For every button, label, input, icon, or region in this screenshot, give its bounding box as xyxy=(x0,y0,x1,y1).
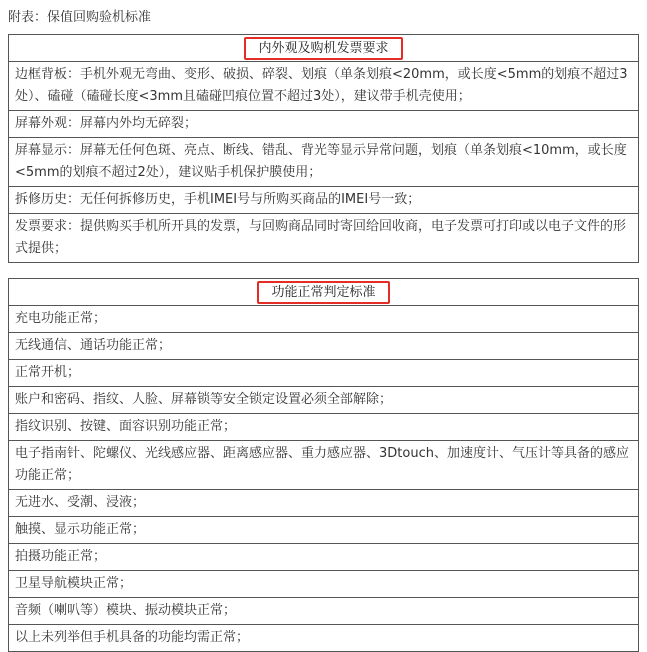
table-header-row xyxy=(9,279,639,306)
table-row xyxy=(9,333,639,360)
screen-display-requirement: 屏幕显示：屏幕无任何色斑、亮点、断线、错乱、背光等显示异常问题，划痕（单条划痕<10mm，或长度<5mm的划痕不超过2处），建议贴手机保护膜使用； xyxy=(9,138,639,187)
water-damage-criterion: 无进水、受潮、浸液； xyxy=(9,490,639,517)
table-row xyxy=(9,544,639,571)
table-row xyxy=(9,490,639,517)
table-row xyxy=(9,387,639,414)
appearance-invoice-table xyxy=(8,34,639,263)
power-on-criterion: 正常开机； xyxy=(9,360,639,387)
security-lock-criterion: 账户和密码、指纹、人脸、屏幕锁等安全锁定设置必须全部解除； xyxy=(9,387,639,414)
table-header-cell xyxy=(9,35,639,62)
fingerprint-button-face-criterion: 指纹识别、按键、面容识别功能正常； xyxy=(9,414,639,441)
table-row xyxy=(9,214,639,263)
appearance-invoice-heading: 内外观及购机发票要求 xyxy=(244,37,402,60)
audio-vibration-criterion: 音频（喇叭等）模块、振动模块正常； xyxy=(9,598,639,625)
table-row xyxy=(9,360,639,387)
table-row xyxy=(9,306,639,333)
screen-appearance-requirement: 屏幕外观：屏幕内外均无碎裂； xyxy=(9,111,639,138)
camera-criterion: 拍摄功能正常； xyxy=(9,544,639,571)
function-criteria-table xyxy=(8,278,639,652)
repair-history-requirement: 拆修历史：无任何拆修历史，手机IMEI号与所购买商品的IMEI号一致； xyxy=(9,187,639,214)
function-criteria-heading: 功能正常判定标准 xyxy=(257,281,389,304)
charging-criterion: 充电功能正常； xyxy=(9,306,639,333)
table-row xyxy=(9,598,639,625)
touch-display-criterion: 触摸、显示功能正常； xyxy=(9,517,639,544)
table-header-row xyxy=(9,35,639,62)
wireless-call-criterion: 无线通信、通话功能正常； xyxy=(9,333,639,360)
table-row xyxy=(9,571,639,598)
invoice-requirement: 发票要求：提供购买手机所开具的发票，与回购商品同时寄回给回收商，电子发票可打印或以电子文件的形式提供； xyxy=(9,214,639,263)
sensors-criterion: 电子指南针、陀螺仪、光线感应器、距离感应器、重力感应器、3Dtouch、加速度计、气压计等具备的感应功能正常； xyxy=(9,441,639,490)
table-row xyxy=(9,414,639,441)
table-row xyxy=(9,62,639,111)
page-caption: 附表：保值回购验机标准 xyxy=(8,10,152,25)
table-row xyxy=(9,517,639,544)
table-row xyxy=(9,187,639,214)
table-row xyxy=(9,138,639,187)
table-row xyxy=(9,441,639,490)
satellite-navigation-criterion: 卫星导航模块正常； xyxy=(9,571,639,598)
frame-backplate-requirement: 边框背板：手机外观无弯曲、变形、破损、碎裂、划痕（单条划痕<20mm，或长度<5mm的划痕不超过3处）、磕碰（磕碰长度<3mm且磕碰凹痕位置不超过3处），建议带手机壳使用； xyxy=(9,62,639,111)
table-row xyxy=(9,625,639,652)
table-header-cell xyxy=(9,279,639,306)
other-functions-criterion: 以上未列举但手机具备的功能均需正常； xyxy=(9,625,639,652)
table-row xyxy=(9,111,639,138)
